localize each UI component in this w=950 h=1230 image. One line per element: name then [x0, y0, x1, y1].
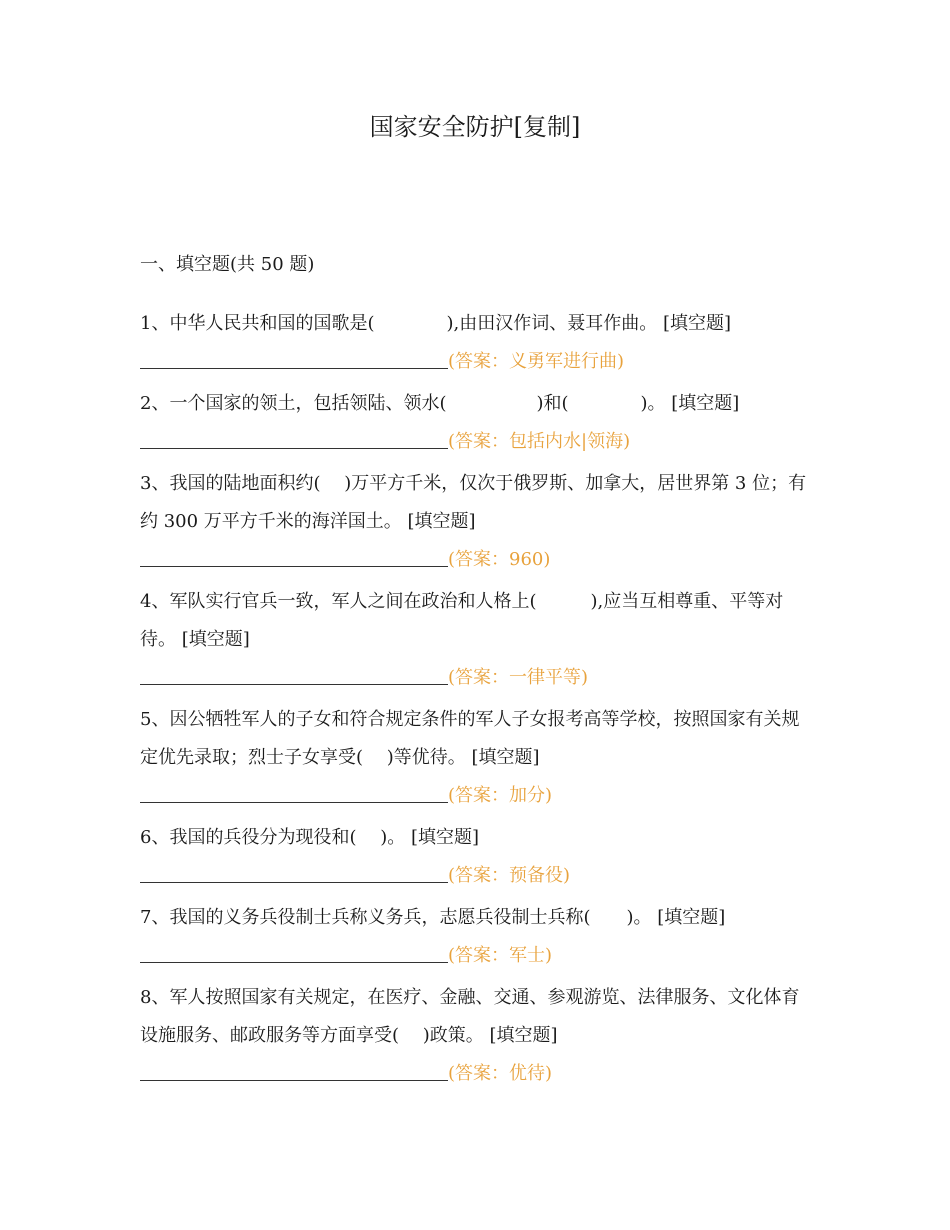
question-item	[140, 465, 810, 579]
answer-blank[interactable]	[140, 424, 448, 449]
answer-row	[140, 937, 810, 975]
question-item	[140, 385, 810, 461]
answer-text: (答案：加分)	[448, 785, 553, 806]
question-item	[140, 979, 810, 1093]
answer-blank[interactable]	[140, 344, 448, 369]
answer-blank[interactable]	[140, 858, 448, 883]
answer-row	[140, 857, 810, 895]
question-text: 1、中华人民共和国的国歌是( ),由田汉作词、聂耳作曲。 [填空题]	[140, 313, 731, 334]
answer-blank[interactable]	[140, 938, 448, 963]
answer-text: (答案：一律平等)	[448, 667, 589, 688]
answer-blank[interactable]	[140, 1056, 448, 1081]
question-item	[140, 583, 810, 697]
question-text: 6、我国的兵役分为现役和( )。 [填空题]	[140, 827, 479, 848]
answer-text: (答案：优待)	[448, 1063, 553, 1084]
answer-row	[140, 423, 810, 461]
section-heading: 一、填空题(共 50 题)	[140, 254, 315, 275]
question-item	[140, 305, 810, 381]
question-text: 2、一个国家的领土，包括领陆、领水( )和( )。 [填空题]	[140, 393, 740, 414]
answer-text: (答案：包括内水|领海)	[448, 431, 631, 452]
answer-row	[140, 343, 810, 381]
answer-blank[interactable]	[140, 778, 448, 803]
answer-row	[140, 777, 810, 815]
answer-row	[140, 659, 810, 697]
question-text: 7、我国的义务兵役制士兵称义务兵，志愿兵役制士兵称( )。 [填空题]	[140, 907, 726, 928]
question-item	[140, 701, 810, 815]
question-item	[140, 819, 810, 895]
question-text: 5、因公牺牲军人的子女和符合规定条件的军人子女报考高等学校，按照国家有关规定优先录取；烈士子女享受( )等优待。 [填空题]	[140, 709, 800, 768]
question-text: 3、我国的陆地面积约( )万平方千米，仅次于俄罗斯、加拿大，居世界第 3 位；有约 300 万平方千米的海洋国土。 [填空题]	[140, 473, 807, 532]
answer-text: (答案：军士)	[448, 945, 553, 966]
page-title: 国家安全防护[复制]	[369, 113, 581, 141]
answer-text: (答案：义勇军进行曲)	[448, 351, 625, 372]
question-item	[140, 899, 810, 975]
question-text: 4、军队实行官兵一致，军人之间在政治和人格上( ),应当互相尊重、平等对待。 [填空题]	[140, 591, 784, 650]
question-list	[140, 305, 810, 1097]
answer-text: (答案：预备役)	[448, 865, 571, 886]
answer-row	[140, 1055, 810, 1093]
answer-blank[interactable]	[140, 660, 448, 685]
answer-text: (答案：960)	[448, 549, 551, 570]
question-text: 8、军人按照国家有关规定，在医疗、金融、交通、参观游览、法律服务、文化体育设施服务、邮政服务等方面享受( )政策。 [填空题]	[140, 987, 800, 1046]
answer-row	[140, 541, 810, 579]
answer-blank[interactable]	[140, 542, 448, 567]
